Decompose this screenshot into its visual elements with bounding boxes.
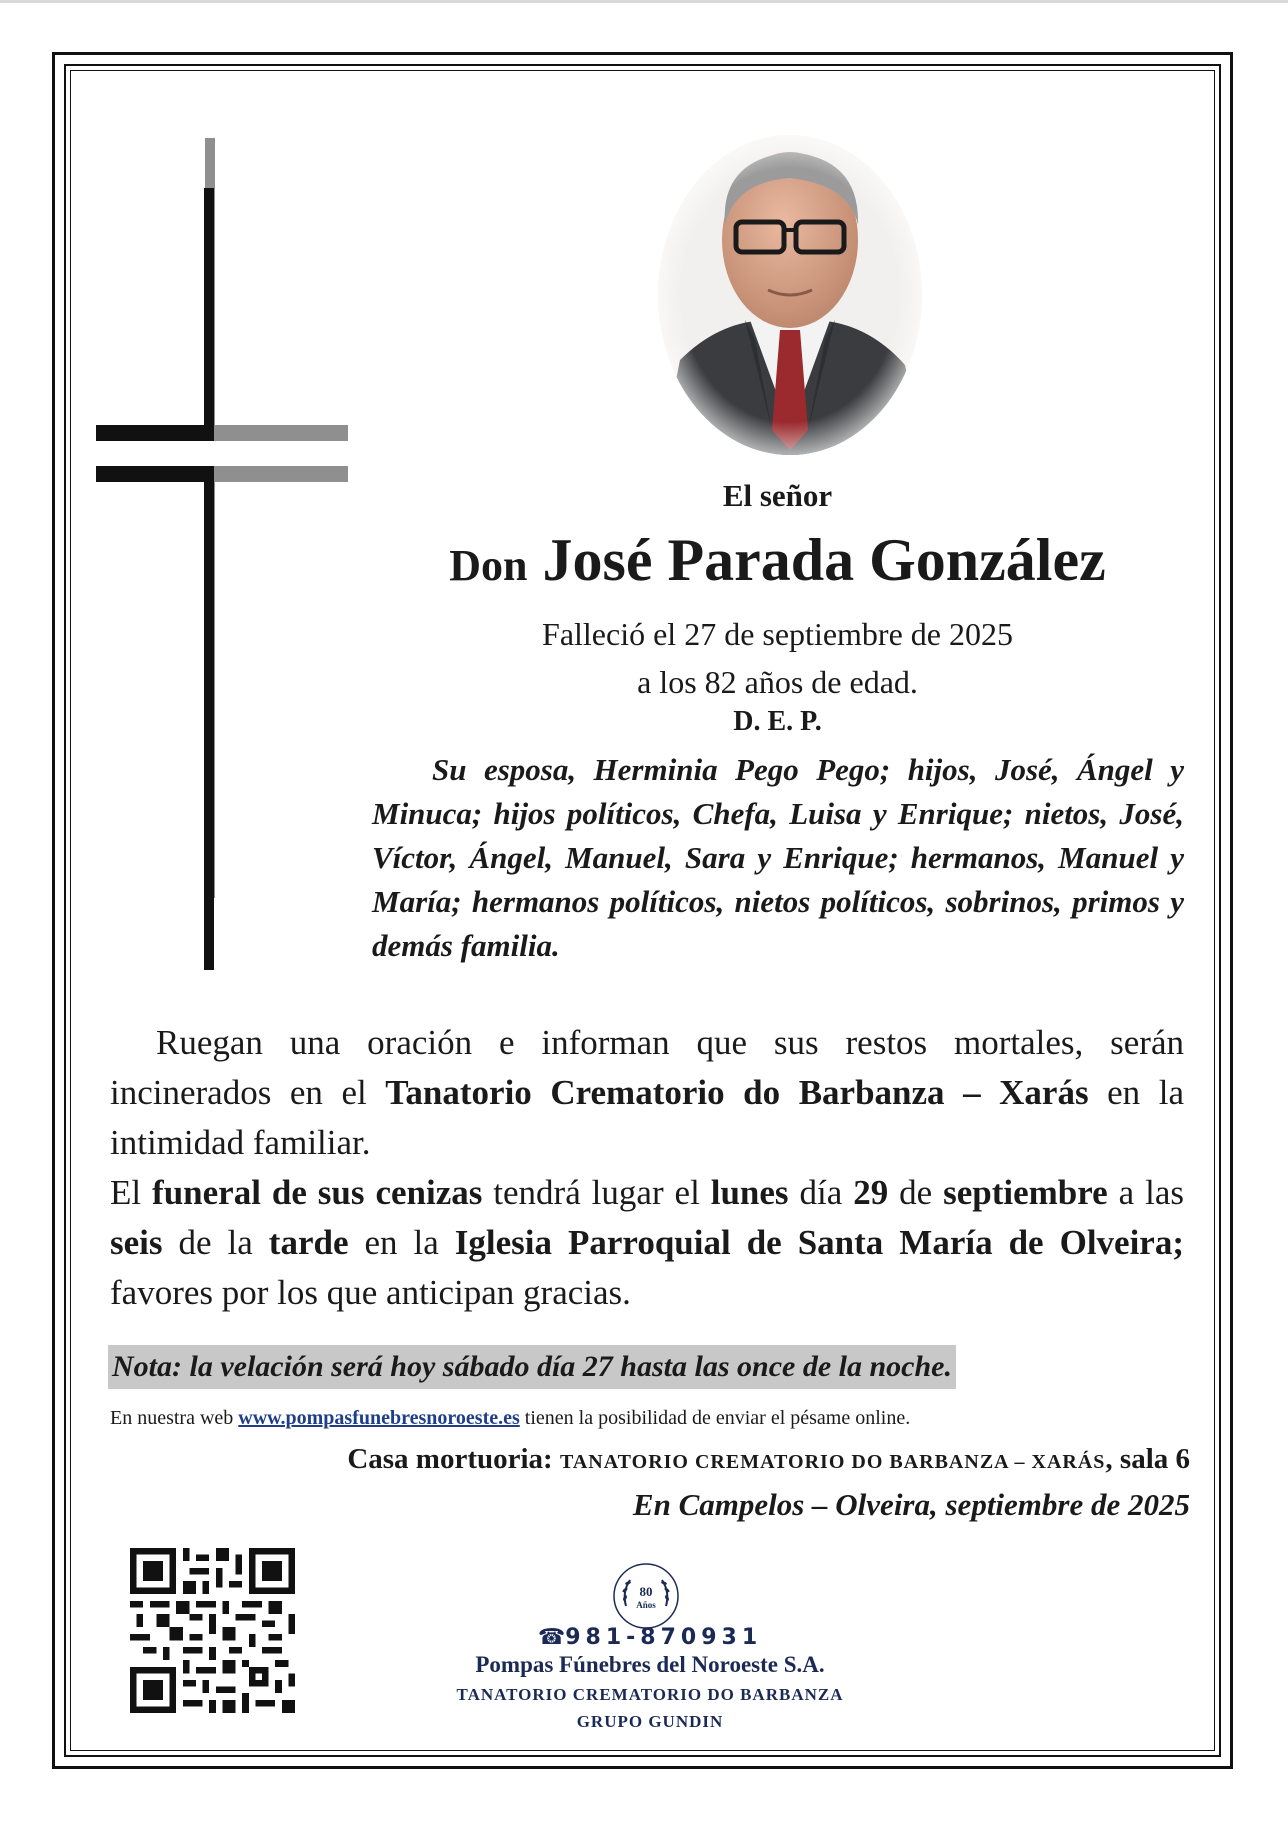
family-list: Su esposa, Herminia Pego Pego; hijos, José, Ángel y Minuca; hijos políticos, Chefa, Luisa y Enrique; nietos, José, Víctor, Ángel, Manuel, Sara y Enrique; hermanos, Manuel y María; hermanos políticos, nietos políticos, sobrinos, primos y demás familia. — [372, 752, 1184, 963]
text-run: En nuestra web — [110, 1407, 239, 1429]
paragraph-funeral — [110, 1168, 1184, 1318]
text-run-bold: lunes — [710, 1173, 789, 1212]
church-name: Iglesia Parroquial de Santa María de Olveira; — [454, 1223, 1184, 1262]
ceremony-text — [110, 1018, 1184, 1318]
text-run: a las — [1107, 1173, 1184, 1212]
company-name: Pompas Fúnebres del Noroeste S.A. — [475, 1652, 825, 1677]
death-date-line: Falleció el 27 de septiembre de 2025 — [542, 616, 1013, 652]
phone-icon: ☎ — [537, 1625, 566, 1650]
funeral-home-line — [347, 1443, 1190, 1476]
text-run: día — [788, 1173, 854, 1212]
group-label: GRUPO GUNDIN — [576, 1712, 724, 1731]
name-prefix: Don — [449, 541, 528, 590]
text-run: Ruegan una oración e informan que sus restos mortales, serán incinerados en el — [110, 1023, 1184, 1112]
laurel-badge-icon — [612, 1562, 680, 1630]
text-run: en la — [348, 1223, 455, 1262]
text-run: en la intimidad familiar. — [110, 1073, 1184, 1162]
vigil-note: Nota: la velación será hoy sábado día 27 hasta las once de la noche. — [108, 1345, 956, 1389]
text-run: favores por los que anticipan gracias. — [110, 1273, 631, 1312]
text-run-bold: 29 — [853, 1173, 889, 1212]
web-condolence-line — [110, 1407, 910, 1430]
text-run-bold: seis — [110, 1223, 163, 1262]
text-run: tienen la posibilidad de enviar el pésame online. — [519, 1407, 911, 1429]
deceased-portrait — [650, 130, 930, 460]
text-run-bold: tarde — [268, 1223, 349, 1262]
funeral-home-name: TANATORIO CREMATORIO DO BARBANZA – XARÁS — [559, 1451, 1106, 1473]
text-run-bold: funeral de sus cenizas — [152, 1173, 483, 1212]
text-run: de — [888, 1173, 944, 1212]
text-run: tendrá lugar el — [482, 1173, 711, 1212]
paragraph-cremation — [110, 1018, 1184, 1168]
funeral-home-label: Casa mortuoria: — [347, 1443, 560, 1475]
phone-number[interactable]: 981-870931 — [565, 1625, 763, 1650]
deceased-name — [370, 526, 1185, 595]
name-text: José Parada González — [542, 527, 1106, 593]
crematorium-label: TANATORIO CREMATORIO DO BARBANZA — [456, 1685, 844, 1704]
phone-line — [450, 1625, 850, 1650]
text-run: de la — [162, 1223, 269, 1262]
badge-text: Años — [636, 1600, 656, 1610]
dep-line: D. E. P. — [733, 706, 822, 737]
intro-line: El señor — [722, 478, 833, 513]
place-date-line: En Campelos – Olveira, septiembre de 2025 — [632, 1487, 1190, 1522]
text-run: El — [110, 1173, 153, 1212]
cross-icon — [96, 138, 348, 970]
crematorium-name: Tanatorio Crematorio do Barbanza – Xarás — [385, 1073, 1089, 1112]
funeral-home-room: , sala 6 — [1105, 1443, 1190, 1475]
badge-number: 80 — [639, 1584, 653, 1599]
website-link[interactable]: www.pompasfunebresnoroeste.es — [238, 1407, 520, 1429]
top-edge-line — [0, 0, 1288, 3]
qr-code-icon[interactable] — [130, 1548, 295, 1713]
text-run-bold: septiembre — [943, 1173, 1108, 1212]
age-line: a los 82 años de edad. — [637, 664, 918, 700]
